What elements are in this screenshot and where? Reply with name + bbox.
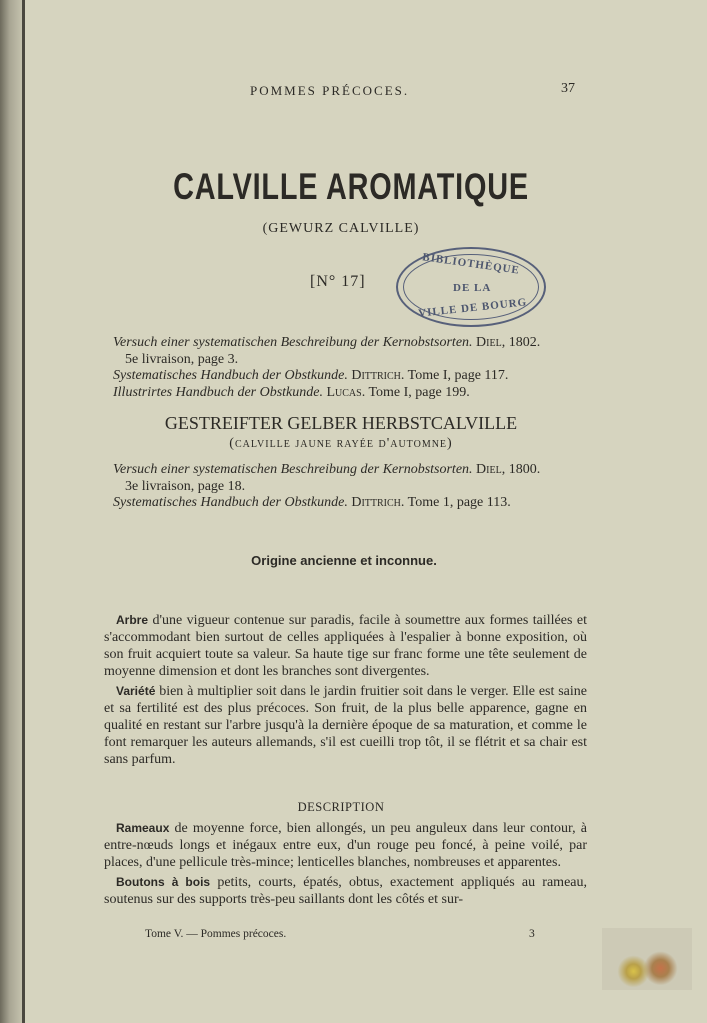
reference-continuation: 5e livraison, page 3. bbox=[125, 351, 239, 367]
references-synonym bbox=[113, 462, 585, 512]
reference-continuation: 3e livraison, page 18. bbox=[125, 478, 246, 494]
reference: Versuch einer systematischen Beschreibung der Kernobstsorten. Diel, 1802. bbox=[113, 335, 541, 350]
paragraph: Boutons à bois petits, courts, épatés, obtus, exactement appliqués au rameau, soutenus sur des supports très-peu saillants dont les côtés et sur- bbox=[104, 875, 587, 907]
stamp-line-3: VILLE DE BOURG bbox=[417, 296, 528, 320]
synonym-title: GESTREIFTER GELBER HERBSTCALVILLE bbox=[164, 413, 518, 433]
origin-heading: Origine ancienne et inconnue. bbox=[251, 553, 437, 568]
paragraph: Arbre d'une vigueur contenue sur paradis, facile à soumettre aux formes taillées et s'accommodant bien surtout de celles appliquées à l'espalier à bonne exposition, où son fruit acquiert toute sa valeur. Sa haute tige sur franc forme une tête seulement de moyenne dimension et dont les branches sont divergentes. bbox=[104, 613, 587, 679]
running-header: POMMES PRÉCOCES. bbox=[250, 83, 410, 98]
reference: Illustrirtes Handbuch der Obstkunde. Lucas. Tome I, page 199. bbox=[113, 384, 470, 400]
synonym-subtitle: (calville jaune rayée d'automne) bbox=[229, 436, 453, 451]
page-subtitle: (GEWURZ CALVILLE) bbox=[262, 221, 420, 236]
library-stamp bbox=[396, 247, 546, 327]
body-text bbox=[104, 612, 587, 768]
page-fold-line bbox=[22, 0, 25, 1023]
reference: Systematisches Handbuch der Obstkunde. Dittrich. Tome 1, page 113. bbox=[113, 495, 511, 510]
stamp-line-2: DE LA bbox=[453, 282, 492, 294]
book-binding-edge bbox=[0, 0, 24, 1023]
page-title: CALVILLE AROMATIQUE bbox=[173, 166, 529, 207]
stamp-line-1: BIBLIOTHÈQUE bbox=[421, 251, 521, 277]
paragraph: Rameaux de moyenne force, bien allongés, un peu anguleux dans leur contour, à entre-nœuds longs et inégaux entre eux, d'un rouge peu foncé, à peine voilé, par places, d'une pellicule très-mince; lenticelles blanches, nombreuses et apparentes. bbox=[104, 821, 587, 870]
description-heading: DESCRIPTION bbox=[297, 800, 385, 814]
fruit-thumbnail-image bbox=[602, 928, 692, 990]
paragraph: Variété bien à multiplier soit dans le jardin fruitier soit dans le verger. Elle est saine et sa fertilité est des plus précoces. Son fruit, de la plus belle apparence, gagne en qualité en restant sur l'arbre jusqu'à la dernière époque de sa maturation, et comme le font remarquer les auteurs allemands, s'il est cueilli trop tôt, il se flétrit et sa chair est sans parfum. bbox=[104, 684, 587, 767]
references-main bbox=[113, 335, 585, 401]
description-text bbox=[104, 820, 587, 908]
page-number: 37 bbox=[561, 81, 575, 96]
reference: Versuch einer systematischen Beschreibung der Kernobstsorten. Diel, 1800. bbox=[113, 462, 541, 477]
entry-number: [N° 17] bbox=[310, 273, 366, 290]
footer-note: Tome V. — Pommes précoces. bbox=[145, 928, 287, 940]
signature-mark: 3 bbox=[529, 928, 535, 940]
reference: Systematisches Handbuch der Obstkunde. Dittrich. Tome I, page 117. bbox=[113, 368, 509, 383]
